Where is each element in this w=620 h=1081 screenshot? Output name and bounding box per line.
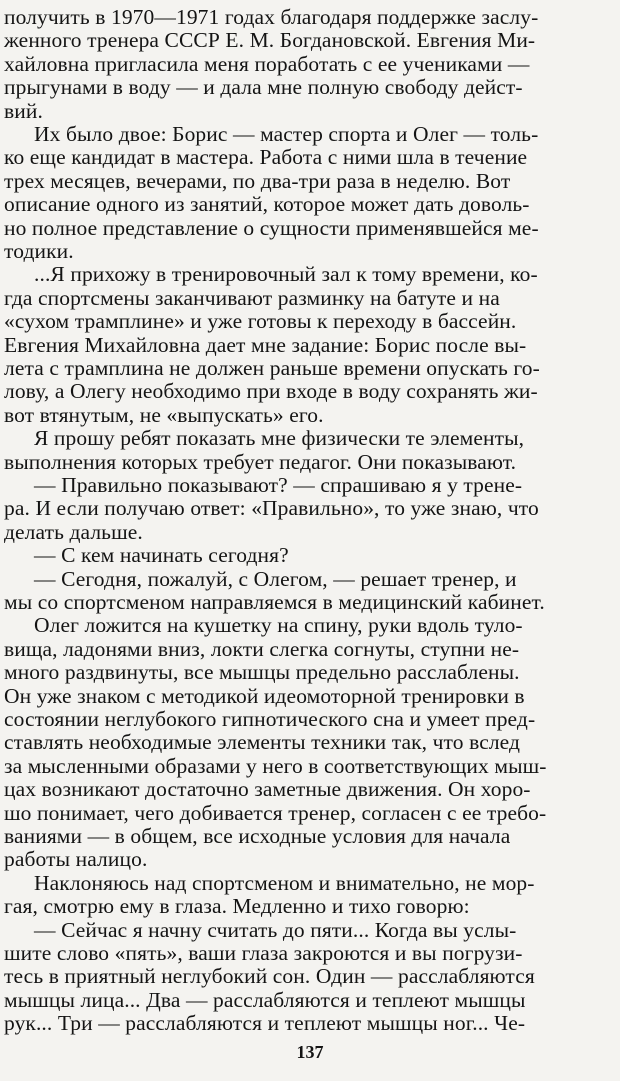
text-line: описание одного из занятий, которое может дать доволь- xyxy=(4,192,530,217)
text-line: — Сегодня, пожалуй, с Олегом, — решает тренер, и xyxy=(34,566,517,591)
text-line: ваниями — в общем, все исходные условия для начала xyxy=(4,824,511,848)
text-line: тесь в приятный неглубокий сон. Один — расслабляются xyxy=(4,964,535,989)
text-line: вища, ладонями вниз, локти слегка согнуты, ступни не- xyxy=(4,636,520,661)
text-line: — Сейчас я начну считать до пяти... Когда вы услы- xyxy=(34,917,517,942)
text-line: лову, а Олегу необходимо при входе в воду сохранять жи- xyxy=(4,379,538,404)
text-line: — Правильно показывают? — спрашиваю я у трене- xyxy=(34,473,523,497)
page-number: 137 xyxy=(296,1042,324,1062)
text-line: трех месяцев, вечерами, по два-три раза в неделю. Вот xyxy=(4,168,511,193)
text-line: «сухом трамплине» и уже готовы к переходу в бассейн. xyxy=(4,309,517,334)
text-line: шо понимает, чего добивается тренер, согласен с ее требо- xyxy=(4,800,547,825)
text-line: гая, смотрю ему в глаза. Медленно и тихо говорю: xyxy=(4,894,470,919)
text-line: Он уже знаком с методикой идеомоторной тренировки в xyxy=(4,683,525,708)
text-line: женного тренера СССР Е. М. Богдановской. Евгения Ми- xyxy=(4,28,536,53)
text-line: цах возникают достаточно заметные движения. Он хоро- xyxy=(4,777,531,802)
text-line: вот втянутым, не «выпускать» его. xyxy=(4,402,324,427)
text-line: выполнения которых требует педагог. Они показывают. xyxy=(4,449,517,474)
text-line: делать дальше. xyxy=(4,519,143,544)
text-line: состоянии неглубокого гипнотического сна и умеет пред- xyxy=(4,707,536,731)
text-line: шите слово «пять», ваши глаза закроются и вы погрузи- xyxy=(4,941,523,965)
text-line: хайловна пригласила меня поработать с ее учениками — xyxy=(4,51,530,76)
text-line: — С кем начинать сегодня? xyxy=(34,543,289,568)
text-line: Их было двое: Борис — мастер спорта и Олег — толь- xyxy=(34,122,539,146)
text-line: вий. xyxy=(4,98,43,123)
text-line: Наклоняюсь над спортсменом и внимательно, не мор- xyxy=(34,870,535,895)
text-line: за мысленными образами у него в соответствующих мыш- xyxy=(4,753,547,778)
text-line: тодики. xyxy=(4,239,74,263)
text-line: ко еще кандидат в мастера. Работа с ними шла в течение xyxy=(4,145,528,170)
text-line: мышцы лица... Два — расслабляются и теплеют мышцы xyxy=(4,987,526,1012)
text-line: но полное представление о сущности применявшейся ме- xyxy=(4,215,539,240)
text-line: лета с трамплина не должен раньше времени опускать го- xyxy=(4,356,540,380)
text-line: мы со спортсменом направляемся в медицинский кабинет. xyxy=(4,590,545,614)
text-line: ставлять необходимые элементы техники так, что вслед xyxy=(4,730,521,755)
text-line: работы налицо. xyxy=(4,847,148,872)
text-line: гда спортсмены заканчивают разминку на батуте и на xyxy=(4,285,500,310)
text-line: много раздвинуты, все мышцы предельно расслаблены. xyxy=(4,660,520,685)
text-line: Я прошу ребят показать мне физически те элементы, xyxy=(34,426,525,451)
text-line: ра. И если получаю ответ: «Правильно», то уже знаю, что xyxy=(4,496,539,521)
text-line: получить в 1970—1971 годах благодаря поддержке заслу- xyxy=(4,5,539,29)
text-line: Евгения Михайловна дает мне задание: Борис после вы- xyxy=(4,332,527,357)
text-line: ...Я прихожу в тренировочный зал к тому времени, ко- xyxy=(34,262,538,287)
text-line: рук... Три — расслабляются и теплеют мышцы ног... Че- xyxy=(4,1011,526,1036)
text-line: прыгунами в воду — и дала мне полную свободу дейст- xyxy=(4,75,523,100)
text-line: Олег ложится на кушетку на спину, руки вдоль туло- xyxy=(34,613,523,638)
